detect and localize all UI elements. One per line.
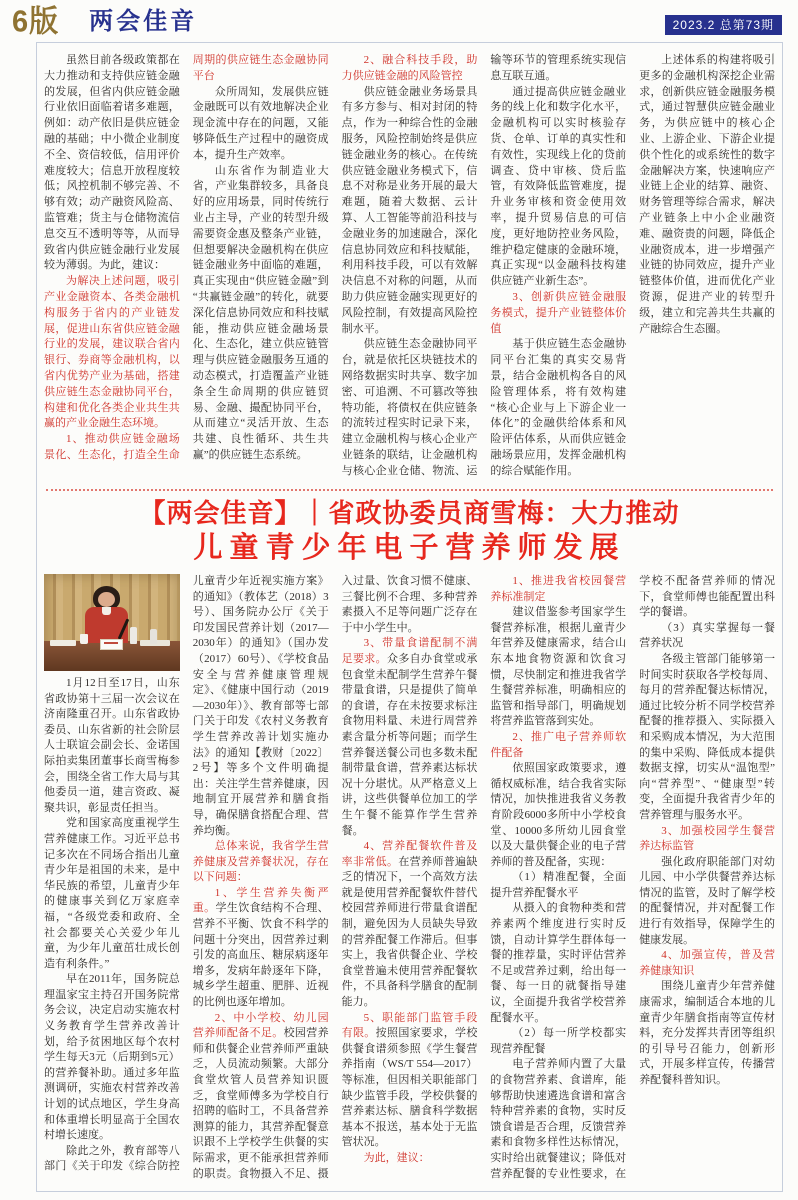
water-bottle <box>150 629 157 644</box>
article-paragraph: 4、营养配餐软件普及率非常低。在营养师普遍缺乏的情况下，一个高效方法就是使用营养配餐软件替代校园营养师进行带量食谱配制，避免因为人员缺失导致的营养配餐工作滞后。但事实上，我省供餐企业、学校食堂普遍未使用营养配餐软件，不具备科学膳食的配制能力。 <box>341 840 478 1009</box>
headline-line1: 【两会佳音】｜省政协委员商雪梅：大力推动 <box>139 498 680 528</box>
article-paragraph: 供应链生态金融协同平台，就是依托区块链技术的网络数据实时共享、数字加密、可追溯、不可篡改等独特功能，将债权在供应链条的流转过程实时记录下来，建立金融机构与核心企业产业链条的联结，让金融机构与核心企业仓储、物流、运输等环节的管理系统实现信息互联互通。 <box>341 54 627 477</box>
masthead <box>12 6 784 40</box>
article-heading: 1、推动供应链金融场景化、生态化，打造全生命周期的供应链生态金融协同平台 <box>44 54 329 461</box>
article-paragraph: 虽然目前各级政策都在大力推动和支持供应链金融的发展，但省内供应链金融行业依旧面临着诸多难题，例如：动产依旧是供应链金融的基础；中小微企业制度不全、资信较低，信用评价难度较大；信息开放程度较低；风控机制不够完善、不够有效；动产融资风险高、监管难；货主与仓储物流信息交互不透明等等，从而导致省内供应链金融行业发展较为薄弱。为此，建议： <box>44 54 180 272</box>
article-paragraph: 强化政府职能部门对幼儿园、中小学供餐营养达标情况的监管，及时了解学校的配餐情况，并对配餐工作进行有效指导，保障学生的健康发展。 <box>639 855 775 946</box>
article-paragraph: 为解决上述问题，吸引产业金融资本、各类金融机构服务于省内的产业链发展，促进山东省供应链金融行业的发展，建议联合省内银行、券商等金融机构，以省内优势产业为基础，搭建供应链生态金融协同平台，构建和优化各类企业共生共赢的产业金融生态环境。 <box>44 275 180 430</box>
article-heading: 4、加强宣传，普及营养健康知识 <box>639 949 775 977</box>
paper <box>50 640 76 646</box>
article-paragraph: 围绕儿童青少年营养健康需求，编制适合本地的儿童青少年膳食指南等宣传材料，充分发挥共青团等组织的引导号召能力，创新形式，开展多样宣传，传播营养配餐科普知识。 <box>639 980 775 1086</box>
article-paragraph: 山东省作为制造业大省，产业集群较多，具备良好的应用场景，同时传统行业占主导，产业的转型升级需要资金惠及整条产业链，但想要解决金融机构在供应链金融业务中面临的难题，真正实现由“供应链金融”到“共赢链金融”的转化，就要深化信息协同效应和科技赋能，推动供应链金融场景化、生态化，建立供应链管理与供应链金融服务互通的动态模式，打造覆盖产业链条全生命周期的供应链贸易、金融、撮配协同平台，从而建立“灵活开放、生态共建、良性循环、共生共赢”的供应链生态系统。 <box>192 164 329 461</box>
article-paragraph: （3）真实掌握每一餐营养状况 <box>639 621 775 650</box>
article-paragraph: 1、学生营养失衡严重。学生饮食结构不合理、营养不平衡、饮食不科学的问题十分突出，因营养过剩引发的高血压、糖尿病逐年增多，发病年龄逐年下降，城乡学生超重、肥胖、近视的比例也逐年增加。 <box>192 886 329 1009</box>
issue-badge: 2023.2 总第73期 <box>665 15 782 35</box>
article-paragraph: 1月12日至17日，山东省政协第十三届一次会议在济南隆重召开。山东省政协委员、山东省新的社会阶层人士联谊会副会长、金诺国际拍卖集团董事长商雪梅参会，围绕全省工作大局与其他委员一道，建言资政、凝聚共识，彰显责任担当。 <box>44 677 180 814</box>
speaker-face <box>98 592 115 607</box>
article-paragraph: 党和国家高度重视学生营养健康工作。习近平总书记多次在不同场合指出儿童青少年是祖国的未来，是中华民族的希望，儿童青少年的健康事关到亿万家庭幸福，“各级党委和政府、全社会都要关心关爱少年儿童，为少年儿童茁壮成长创造有利条件。” <box>44 817 180 970</box>
article-paragraph: 依照国家政策要求，遵循权威标准，结合我省实际情况，加快推进我省义务教育阶段6000多所中小学校食堂、10000多所幼儿园食堂以及大量供餐企业的电子营养师的普及配备，实现： <box>490 762 627 868</box>
article-paragraph: 通过提高供应链金融业务的线上化和数字化水平，金融机构可以实时核验存货、仓单、订单的真实性和有效性，实现线上化的贷前调查、贷中审核、贷后监管，有效降低监管难度，提升业务审核和资金使用效率，提升贸易信息的可信度，更好地防控业务风险，维护稳定健康的金融环境，真正实现“以金融科技构建供应链产业新生态”。 <box>490 85 627 288</box>
article-paragraph: 为此，建议： <box>363 1151 430 1164</box>
article-paragraph: 5、职能部门监管手段有限。按照国家要求，学校供餐食谱须参照《学生餐营养指南（WS/T 554—2017）等标准，但因相关职能部门缺少监管手段，学校供餐的营养素达标、膳食科学数据基本不报送，基本处于无监管状况。 <box>341 1011 478 1149</box>
article-paragraph: 从摄入的食物种类和营养素两个维度进行实时反馈，自动计算学生群体每一餐的推荐量，实时评估营养不足或营养过剩，给出每一餐、每一日的就餐指导建议，全面提升我省学校营养配餐水平。 <box>490 902 627 1024</box>
article-heading: 3、加强校园学生餐营养达标监管 <box>639 824 775 853</box>
article-paragraph: （2）每一所学校都实现营养配餐 <box>490 1027 627 1055</box>
article-paragraph: 众所周知，发展供应链金融既可以有效地解决企业现金流中存在的问题，又能够降低生产过程中的融资成本，提升生产效率。 <box>192 85 329 161</box>
water-bottle <box>130 627 137 644</box>
article-paragraph: 总体来说，我省学生营养健康及营养餐状况，存在以下问题： <box>192 840 329 884</box>
article-heading: 2、融合科技手段，助力供应链金融的风险管控 <box>341 54 478 82</box>
article-paragraph: 各级主管部门能够第一时间实时获取各学校每周、每月的营养配餐达标情况，通过比较分析不同学校营养配餐的推荐摄入、实际摄入和采购成本情况，为大范围的集中采购、降低成本提供数据支撑，切实从“温饱型”向“营养型”、“健康型”转变，全面提升我省青少年的营养管理与服务水平。 <box>639 652 775 821</box>
article-paragraph: 供应链金融业务场景具有多方参与、相对封闭的特点，作为一种综合性的金融服务，风险控制始终是供应链金融业务的核心。在传统供应链金融业务模式下，信息不对称是业务开展的最大难题，随着大数据、云计算、人工智能等前沿科技与金融业务的加速融合，深化信息协同效应和科技赋能，利用科技手段，可以有效解决信息不对称的问题，从而助力供应链金融实现更好的风险控制，有效提高风险控制水平。 <box>341 85 478 335</box>
article-paragraph: 除此之外，教育部等八部门《关于印发《综合防控儿童青少年近视实施方案》的通知》（教体艺（2018）3号）、国务院办公厅《关于印发国民营养计划（2017—2030年）的通知》（国办发（2017）60号）、《学校食品安全与营养健康管理规定》、《健康中国行动（2019—2030年）》、教育部等七部门关于印发《农村义务教育学生营养改善计划实施办法》的通知【教财〔2022〕2号】等多个文件明确提出：关注学生营养健康，因地制宜开展营养和膳食指导，确保膳食搭配合理、营养均衡。 <box>44 575 329 1173</box>
headline-line2: 儿童青少年电子营养师发展 <box>193 532 626 564</box>
top-article <box>44 53 775 483</box>
article-paragraph: 建议借鉴参考国家学生餐营养标准，根据儿童青少年营养及健康需求，结合山东本地食物资源和饮食习惯，尽快制定和推进我省学生餐营养标准，明确相应的监管和指导部门，明确规划将营养监管落到实处。 <box>490 606 627 728</box>
conference-photo <box>44 574 180 671</box>
article-paragraph: 电子营养师内置了大量的食物营养素、食谱库，能够帮助快速遴选食谱和富含特种营养素的食物，实时反馈食谱是否合理，反馈营养素和食物多样性达标情况，实时给出就餐建议；降低对营养配餐的专业性要求，在学校不配备营养师的情况下，食堂师傅也能配置出科学的餐谱。 <box>490 575 775 1180</box>
article-headline <box>44 497 775 566</box>
content-frame <box>36 42 783 1192</box>
article-heading: 1、推进我省校园餐营养标准制定 <box>490 575 627 603</box>
article-heading: 2、推广电子营养师软件配备 <box>490 730 627 759</box>
article-paragraph: 2、中小学校、幼儿园营养师配备不足。校园营养师和供餐企业营养师严重缺乏，人员流动频繁。大部分食堂炊管人员营养知识匮乏，食堂师傅多为学校自行招聘的临时工，不具备营养测算的能力，其营养配餐意识跟不上学校学生供餐的实际需求，更不能承担营养师的职责。食物摄入不足、摄入过量、饮食习惯不健康、三餐比例不合理、多种营养素摄入不足等问题广泛存在于中小学生中。 <box>192 575 478 1180</box>
section-title: 两会佳音 <box>89 9 198 35</box>
page-number: 6版 <box>12 5 60 39</box>
dotted-separator <box>46 489 773 491</box>
bottom-article <box>44 574 775 1188</box>
name-card <box>100 639 123 650</box>
speaker-collar <box>102 607 111 615</box>
article-paragraph: 基于供应链生态金融协同平台汇集的真实交易背景，结合金融机构各自的风险管理体系，将有效构建“核心企业与上下游企业一体化”的金融供给体系和风险评估体系，从而供应链金融场景应用，发挥金融机构的综合赋能作用。 <box>490 338 627 477</box>
article-paragraph: 3、带量食谱配制不满足要求。众多自办食堂或承包食堂未配制学生营养午餐带量食谱，只是提供了简单的食谱，存在未按要求标注食物用料量、未进行周营养素含量分析等问题；而学生营养餐送餐公司也多数未配制带量食谱，营养素达标状况十分堪忧。从严格意义上讲，这些供餐单位加工的学生午餐不能算作学生营养餐。 <box>341 637 478 837</box>
article-heading: 3、创新供应链金融服务模式，提升产业链整体价值 <box>490 290 627 335</box>
article-paragraph: （1）精准配餐，全面提升营养配餐水平 <box>490 871 627 899</box>
article-paragraph: 早在2011年，国务院总理温家宝主持召开国务院常务会议，决定启动实施农村义务教育学生营养改善计划，给予贫困地区每个农村学生每天3元（后期到5元）的营养餐补助。通过多年监测调研，实施农村营养改善计划的试点地区，学生身高和体重增长明显高于全国农村增长速度。 <box>44 973 180 1142</box>
article-paragraph: 上述体系的构建将吸引更多的金融机构深挖企业需求，创新供应链金融服务模式，通过智慧供应链金融业务，为供应链中的核心企业、上游企业、下游企业提供个性化的或系统性的数字金融解决方案，快速响应产业链上企业的结算、融资、财务管理等综合需求，解决产业链条上中小企业融资难、融资贵的问题，降低企业融资成本，进一步增强产业链的协同效应，提升产业链整体价值，进而优化产业资源，促进产业的转型升级，建立和完善共生共赢的产融综合生态圈。 <box>639 54 775 335</box>
cup <box>80 634 88 644</box>
